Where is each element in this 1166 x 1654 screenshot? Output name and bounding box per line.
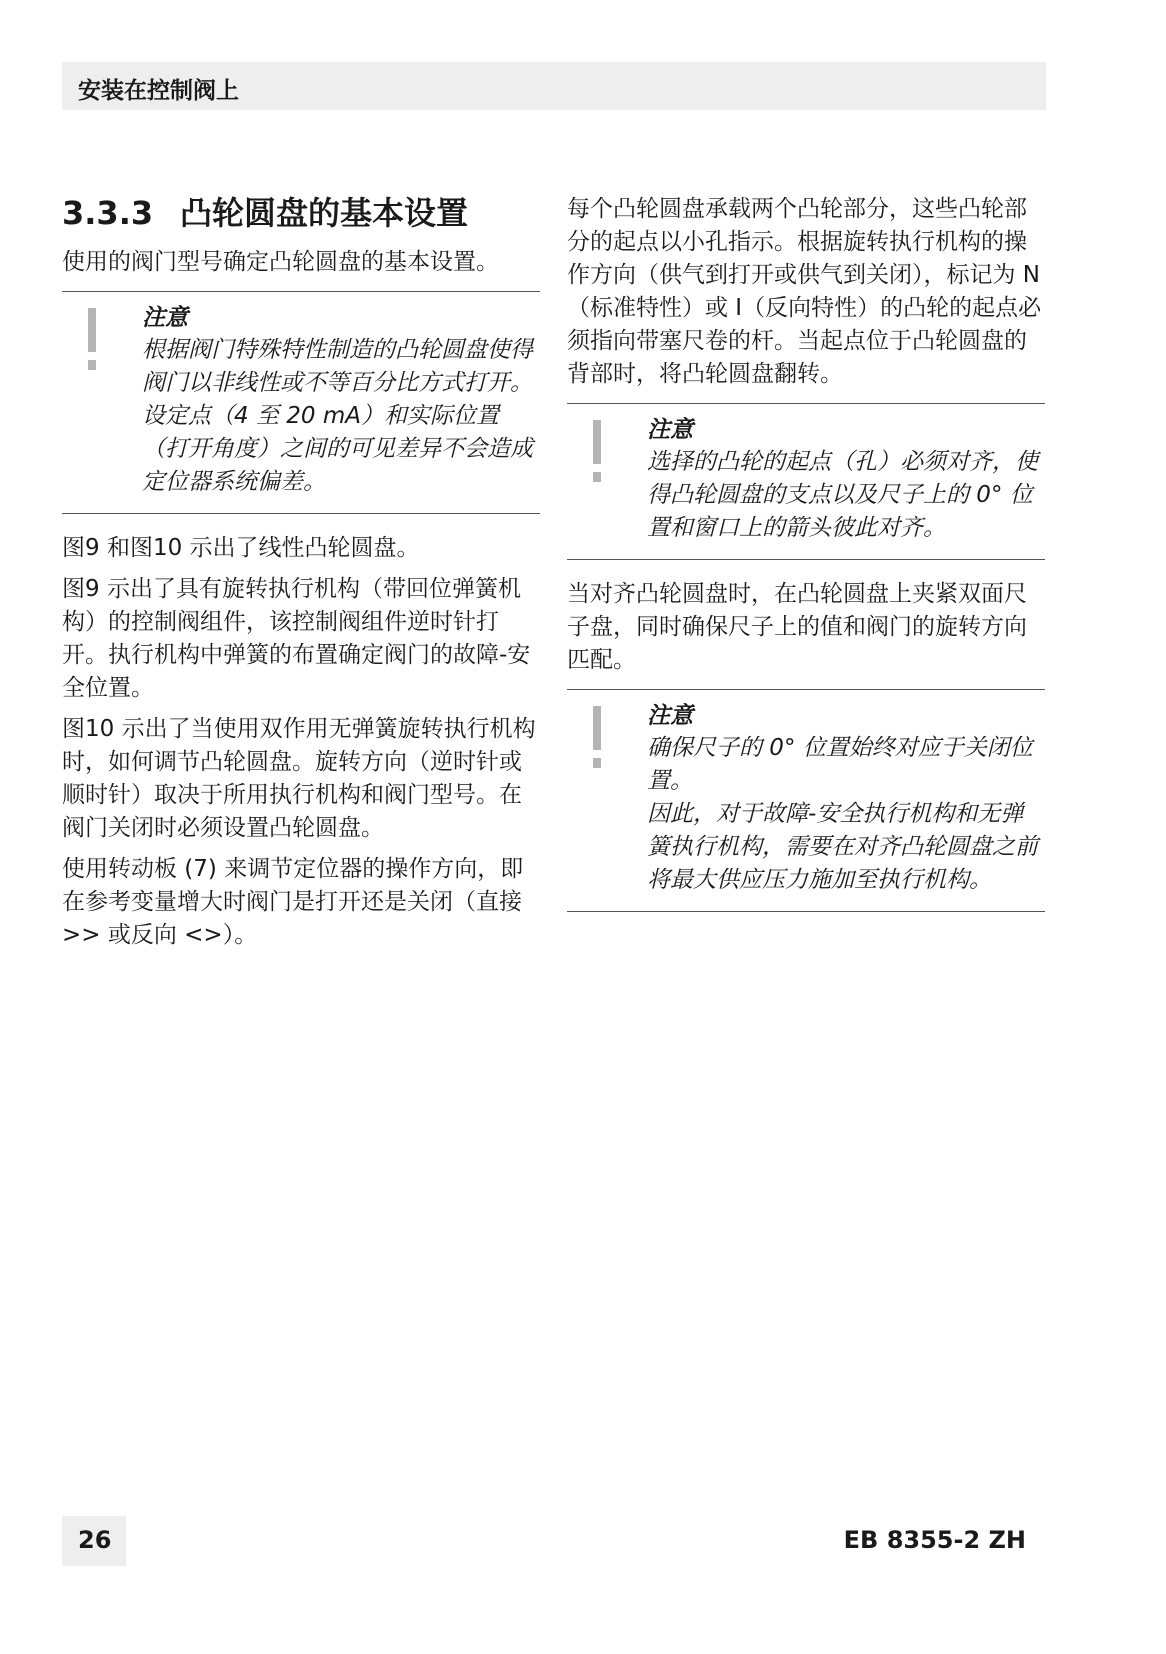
body-paragraph: 当对齐凸轮圆盘时，在凸轮圆盘上夹紧双面尺子盘，同时确保尺子上的值和阀门的旋转方向匹配。 bbox=[567, 581, 1027, 673]
exclamation-icon bbox=[86, 308, 98, 370]
page-number: 26 bbox=[78, 1526, 112, 1554]
notice-text: 确保尺子的 0° 位置始终对应于关闭位置。 bbox=[647, 735, 1033, 794]
body-paragraph: 每个凸轮圆盘承载两个凸轮部分，这些凸轮部分的起点以小孔指示。根据旋转执行机构的操作方向（供气到打开或供气到关闭），标记为 N（标准特性）或 I（反向特性）的凸轮的起点必须指向带塞尺卷的杆。当起点位于凸轮圆盘的背部时，将凸轮圆盘翻转。 bbox=[567, 196, 1042, 387]
page-number-box bbox=[62, 1516, 126, 1566]
exclamation-icon bbox=[591, 706, 603, 768]
document-id: EB 8355-2 ZH bbox=[843, 1526, 1026, 1554]
body-paragraph: 图9 示出了具有旋转执行机构（带回位弹簧机构）的控制阀组件，该控制阀组件逆时针打开。执行机构中弹簧的布置确定阀门的故障-安全位置。 bbox=[62, 576, 531, 701]
running-header bbox=[62, 62, 1046, 110]
notice-text: 选择的凸轮的起点（孔）必须对齐，使得凸轮圆盘的支点以及尺子上的 0° 位置和窗口上的箭头彼此对齐。 bbox=[647, 449, 1038, 541]
notice-text: 根据阀门特殊特性制造的凸轮圆盘使得阀门以非线性或不等百分比方式打开。 bbox=[142, 337, 533, 396]
notice-box bbox=[567, 403, 1045, 560]
section-heading bbox=[62, 192, 540, 234]
notice-box bbox=[567, 689, 1045, 912]
section-number: 3.3.3 bbox=[62, 194, 154, 232]
left-column bbox=[62, 192, 540, 960]
body-paragraph: 使用转动板 (7) 来调节定位器的操作方向，即在参考变量增大时阀门是打开还是关闭（直接 >> 或反向 <>）。 bbox=[62, 856, 524, 948]
body-paragraph: 图10 示出了当使用双作用无弹簧旋转执行机构时，如何调节凸轮圆盘。旋转方向（逆时针或顺时针）取决于所用执行机构和阀门型号。在阀门关闭时必须设置凸轮圆盘。 bbox=[62, 716, 536, 841]
notice-box bbox=[62, 291, 540, 514]
notice-title: 注意 bbox=[142, 305, 188, 331]
body-paragraph: 图9 和图10 示出了线性凸轮圆盘。 bbox=[62, 535, 420, 561]
exclamation-icon bbox=[591, 420, 603, 482]
running-header-title: 安装在控制阀上 bbox=[78, 78, 239, 104]
notice-title: 注意 bbox=[647, 703, 693, 729]
right-column bbox=[567, 193, 1045, 930]
notice-text: 设定点（4 至 20 mA）和实际位置（打开角度）之间的可见差异不会造成定位器系统偏差。 bbox=[142, 403, 533, 495]
intro-paragraph: 使用的阀门型号确定凸轮圆盘的基本设置。 bbox=[62, 249, 499, 275]
notice-title: 注意 bbox=[647, 417, 693, 443]
notice-text: 因此，对于故障-安全执行机构和无弹簧执行机构，需要在对齐凸轮圆盘之前将最大供应压力施加至执行机构。 bbox=[647, 801, 1038, 893]
section-title: 凸轮圆盘的基本设置 bbox=[180, 194, 469, 232]
